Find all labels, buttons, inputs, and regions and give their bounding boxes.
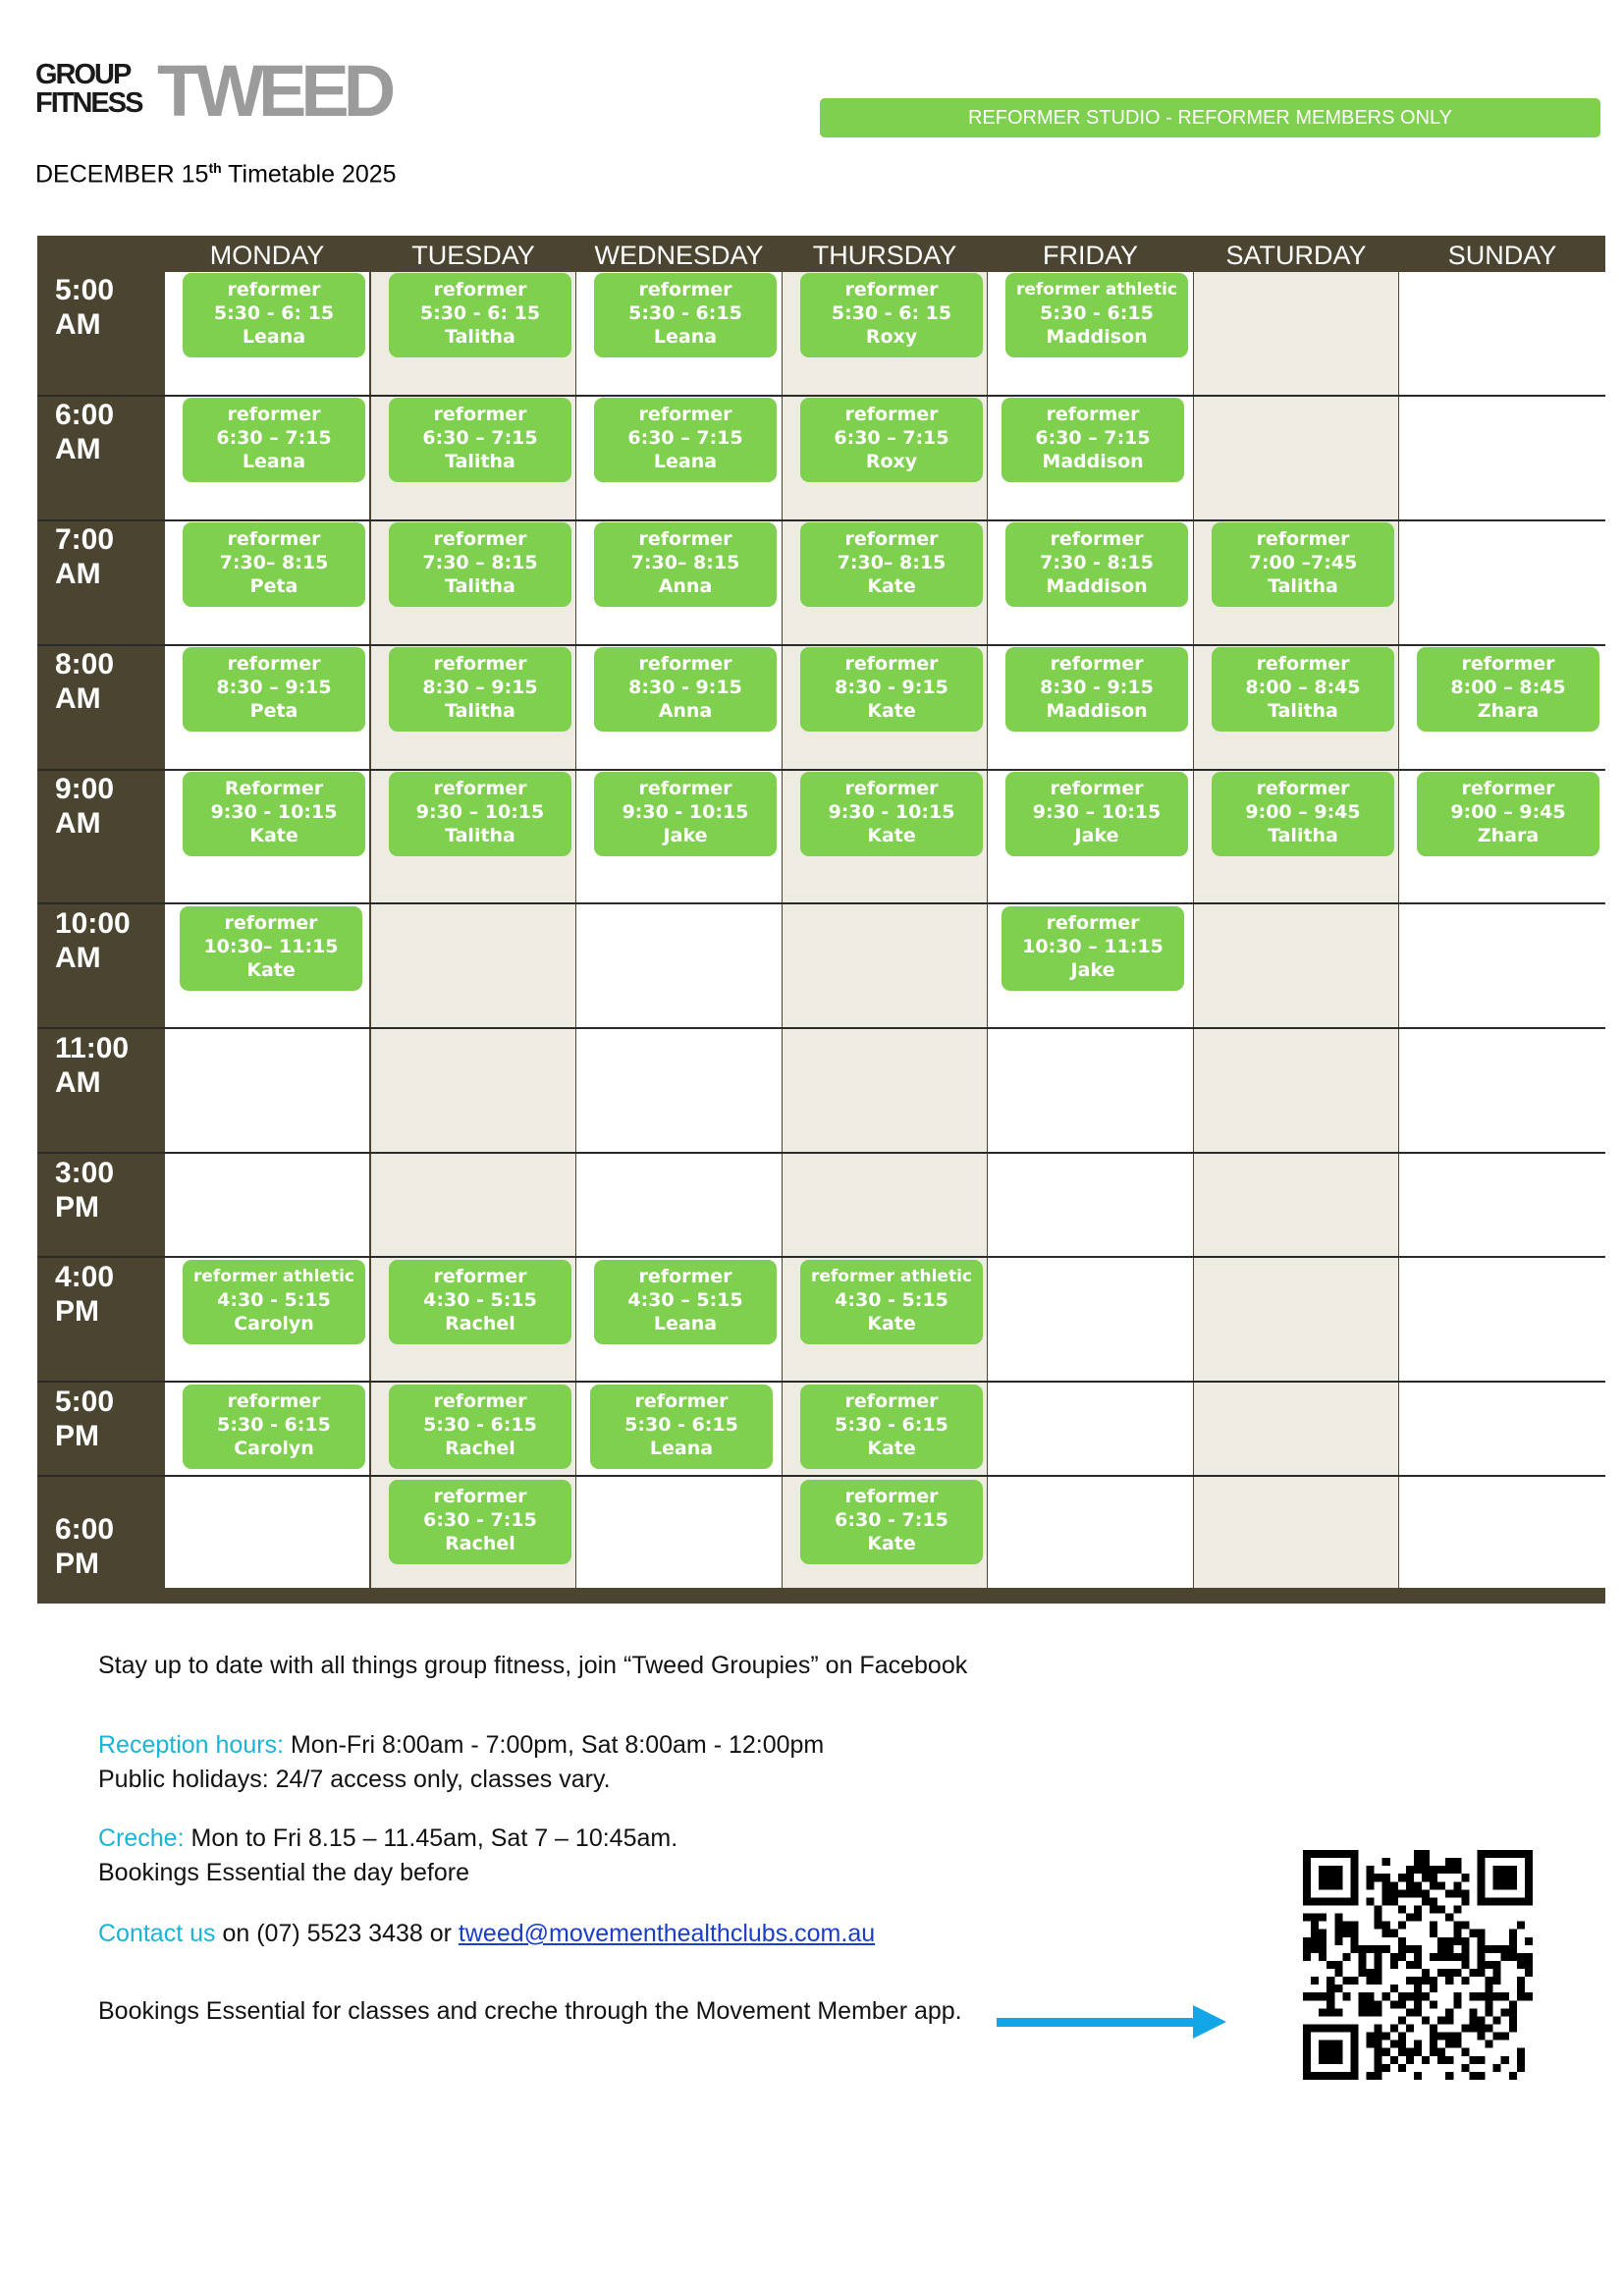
row-divider: [37, 1256, 1605, 1258]
row-divider: [37, 1027, 1605, 1029]
class-name: reformer: [1461, 653, 1555, 675]
class-time: 9:30 - 10:15: [622, 801, 749, 823]
time-hour: 8:00: [55, 648, 115, 680]
class-name: reformer: [844, 1486, 939, 1507]
class-name: reformer: [638, 653, 732, 675]
class-time: 9:30 - 10:15: [828, 801, 955, 823]
class-time: 7:00 –7:45: [1248, 552, 1358, 573]
creche-note: Bookings Essential the day before: [98, 1859, 470, 1886]
class-time: 7:30 - 8:15: [1040, 552, 1154, 573]
class-instructor: Peta: [249, 700, 298, 722]
class-name: reformer: [227, 279, 321, 300]
class-instructor: Jake: [1074, 825, 1119, 846]
class-card[interactable]: [389, 1385, 571, 1469]
day-header-saturday: SATURDAY: [1225, 241, 1367, 270]
time-period: AM: [55, 682, 101, 715]
class-name: reformer: [433, 1266, 527, 1287]
class-name: reformer athletic: [1015, 280, 1177, 299]
class-time: 8:00 – 8:45: [1245, 677, 1361, 698]
class-card[interactable]: [594, 647, 777, 732]
public-holidays: Public holidays: 24/7 access only, classes vary.: [98, 1766, 611, 1793]
class-instructor: Kate: [246, 959, 296, 981]
class-instructor: Zhara: [1477, 700, 1540, 722]
page-title: [35, 160, 397, 189]
reception-hours: [98, 1729, 824, 1761]
row-divider: [37, 1381, 1605, 1383]
class-instructor: Carolyn: [234, 1438, 314, 1459]
time-period: AM: [55, 308, 101, 341]
class-instructor: Leana: [653, 1313, 718, 1334]
time-period: AM: [55, 807, 101, 840]
time-period: AM: [55, 1066, 101, 1099]
time-label: [55, 1512, 114, 1581]
time-label: [55, 398, 114, 466]
class-name: reformer: [1050, 778, 1144, 799]
class-card[interactable]: [1001, 398, 1184, 482]
class-time: 10:30– 11:15: [203, 936, 339, 957]
class-instructor: Talitha: [445, 451, 515, 472]
class-name: reformer: [1256, 653, 1350, 675]
class-instructor: Maddison: [1046, 326, 1148, 348]
class-time: 5:30 - 6:15: [628, 302, 742, 324]
day-header-tuesday: TUESDAY: [411, 241, 535, 270]
time-label: [55, 1156, 114, 1224]
class-name: reformer: [227, 404, 321, 425]
class-time: 6:30 – 7:15: [422, 427, 538, 449]
class-time: 6:30 - 7:15: [423, 1509, 537, 1531]
class-time: 6:30 – 7:15: [834, 427, 949, 449]
class-card[interactable]: [594, 398, 777, 482]
time-hour: 3:00: [55, 1157, 115, 1189]
class-time: 5:30 - 6:15: [835, 1414, 948, 1436]
class-instructor: Kate: [867, 1533, 916, 1554]
class-card[interactable]: [800, 273, 983, 357]
class-card[interactable]: [1417, 772, 1599, 856]
class-card[interactable]: [1212, 647, 1394, 732]
class-card[interactable]: [800, 1480, 983, 1564]
time-period: PM: [55, 1420, 99, 1452]
logo-group-fitness: [35, 61, 145, 118]
class-time: 5:30 - 6: 15: [213, 302, 335, 324]
class-card[interactable]: [183, 1385, 365, 1469]
time-hour: 11:00: [55, 1032, 130, 1064]
class-instructor: Talitha: [1268, 825, 1338, 846]
class-instructor: Talitha: [445, 326, 515, 348]
class-name: reformer: [844, 528, 939, 550]
class-time: 5:30 - 6:15: [624, 1414, 738, 1436]
time-period: AM: [55, 433, 101, 465]
reception-text: Mon-Fri 8:00am - 7:00pm, Sat 8:00am - 12:00pm: [284, 1731, 825, 1759]
class-time: 8:30 - 9:15: [835, 677, 948, 698]
day-header-wednesday: WEDNESDAY: [594, 241, 764, 270]
class-name: reformer: [433, 778, 527, 799]
row-divider: [37, 769, 1605, 771]
time-label: [55, 647, 114, 716]
time-label: [55, 906, 131, 975]
time-period: PM: [55, 1191, 99, 1224]
class-instructor: Jake: [663, 825, 708, 846]
class-card[interactable]: [1001, 906, 1184, 991]
studio-banner: REFORMER STUDIO - REFORMER MEMBERS ONLY: [820, 98, 1600, 137]
class-instructor: Maddison: [1046, 700, 1148, 722]
class-name: Reformer: [224, 778, 324, 799]
class-name: reformer: [1256, 528, 1350, 550]
title-suffix: th: [208, 160, 222, 176]
time-label: [55, 772, 114, 841]
class-name: reformer: [433, 653, 527, 675]
class-time: 5:30 - 6:15: [1040, 302, 1154, 324]
class-name: reformer: [844, 1390, 939, 1412]
row-divider: [37, 519, 1605, 521]
class-time: 6:30 - 7:15: [835, 1509, 948, 1531]
class-card[interactable]: [1005, 522, 1188, 607]
class-instructor: Rachel: [445, 1533, 515, 1554]
row-divider: [37, 395, 1605, 397]
class-name: reformer: [433, 1486, 527, 1507]
time-label: [55, 1385, 114, 1453]
class-name: reformer: [227, 653, 321, 675]
class-instructor: Kate: [867, 1438, 916, 1459]
class-time: 7:30– 8:15: [219, 552, 329, 573]
class-instructor: Roxy: [865, 326, 918, 348]
class-card[interactable]: [389, 1480, 571, 1564]
class-time: 6:30 – 7:15: [627, 427, 743, 449]
class-instructor: Kate: [867, 825, 916, 846]
day-header-monday: MONDAY: [209, 241, 325, 270]
class-name: reformer: [433, 404, 527, 425]
arrow-right-icon: [997, 2003, 1226, 2040]
class-time: 5:30 - 6: 15: [419, 302, 541, 324]
class-card[interactable]: [800, 398, 983, 482]
class-time: 9:00 – 9:45: [1245, 801, 1361, 823]
class-time: 4:30 – 5:15: [627, 1289, 743, 1311]
logo-line2: FITNESS: [35, 87, 142, 119]
time-hour: 5:00: [55, 274, 115, 306]
class-time: 6:30 – 7:15: [1035, 427, 1151, 449]
class-name: reformer: [638, 1266, 732, 1287]
day-column-saturday: [1194, 272, 1398, 1588]
class-instructor: Talitha: [445, 825, 515, 846]
class-instructor: Carolyn: [234, 1313, 314, 1334]
class-name: reformer: [844, 404, 939, 425]
class-card[interactable]: [389, 772, 571, 856]
class-instructor: Zhara: [1477, 825, 1540, 846]
class-time: 7:30 – 8:15: [422, 552, 538, 573]
class-card[interactable]: [800, 647, 983, 732]
timetable-grid: [37, 236, 1605, 1604]
class-time: 4:30 - 5:15: [835, 1289, 948, 1311]
class-card[interactable]: [389, 647, 571, 732]
class-card[interactable]: [594, 273, 777, 357]
class-instructor: Kate: [867, 1313, 916, 1334]
class-instructor: Leana: [649, 1438, 714, 1459]
class-time: 8:00 – 8:45: [1450, 677, 1566, 698]
class-time: 8:30 – 9:15: [216, 677, 332, 698]
class-name: reformer: [638, 778, 732, 799]
class-instructor: Kate: [249, 825, 298, 846]
facebook-note: Stay up to date with all things group fitness, join “Tweed Groupies” on Facebook: [98, 1652, 968, 1679]
class-instructor: Maddison: [1042, 451, 1144, 472]
class-time: 5:30 - 6:15: [217, 1414, 331, 1436]
class-name: reformer: [634, 1390, 729, 1412]
class-card[interactable]: [389, 398, 571, 482]
class-name: reformer: [844, 778, 939, 799]
time-label: [55, 522, 114, 591]
class-time: 8:30 - 9:15: [628, 677, 742, 698]
time-period: PM: [55, 1295, 99, 1328]
class-instructor: Talitha: [1268, 700, 1338, 722]
time-period: AM: [55, 942, 101, 974]
title-rest: Timetable 2025: [221, 160, 397, 189]
time-hour: 7:00: [55, 523, 115, 556]
class-name: reformer: [433, 1390, 527, 1412]
class-time: 10:30 – 11:15: [1022, 936, 1164, 957]
class-name: reformer: [227, 1390, 321, 1412]
class-card[interactable]: [1212, 522, 1394, 607]
class-instructor: Leana: [653, 451, 718, 472]
class-card[interactable]: [1005, 273, 1188, 357]
contact-email-link[interactable]: tweed@movementhealthclubs.com.au: [458, 1920, 876, 1947]
class-instructor: Roxy: [865, 451, 918, 472]
class-card[interactable]: [800, 772, 983, 856]
class-name: reformer: [227, 528, 321, 550]
class-card[interactable]: [183, 398, 365, 482]
class-name: reformer: [1461, 778, 1555, 799]
class-name: reformer: [844, 653, 939, 675]
time-hour: 5:00: [55, 1386, 115, 1418]
class-card[interactable]: [800, 1385, 983, 1469]
class-instructor: Kate: [867, 575, 916, 597]
class-card[interactable]: [389, 273, 571, 357]
class-card[interactable]: [183, 273, 365, 357]
class-time: 4:30 - 5:15: [217, 1289, 331, 1311]
class-name: reformer athletic: [810, 1267, 972, 1286]
class-card[interactable]: [800, 1260, 983, 1344]
class-instructor: Leana: [653, 326, 718, 348]
class-name: reformer: [1046, 912, 1140, 934]
contact-text: on (07) 5523 3438 or: [215, 1920, 459, 1947]
class-card[interactable]: [594, 772, 777, 856]
class-time: 9:30 - 10:15: [210, 801, 338, 823]
reception-label: Reception hours:: [98, 1731, 285, 1759]
class-card[interactable]: [800, 522, 983, 607]
day-header-thursday: THURSDAY: [812, 241, 957, 270]
class-card[interactable]: [594, 522, 777, 607]
class-instructor: Kate: [867, 700, 916, 722]
qr-code-icon[interactable]: [1303, 1850, 1533, 2080]
time-label: [55, 1260, 114, 1329]
time-hour: 10:00: [55, 907, 131, 940]
time-hour: 9:00: [55, 773, 115, 805]
row-divider: [37, 644, 1605, 646]
creche-label: Creche:: [98, 1824, 185, 1852]
class-card[interactable]: [389, 1260, 571, 1344]
class-instructor: Talitha: [445, 575, 515, 597]
class-time: 6:30 – 7:15: [216, 427, 332, 449]
class-instructor: Talitha: [1268, 575, 1338, 597]
contact-label: Contact us: [98, 1920, 216, 1947]
class-card[interactable]: [183, 772, 365, 856]
class-card[interactable]: [1212, 772, 1394, 856]
class-name: reformer: [224, 912, 318, 934]
class-card[interactable]: [389, 522, 571, 607]
class-name: reformer: [1050, 653, 1144, 675]
title-date: DECEMBER 15: [35, 160, 209, 189]
class-name: reformer: [844, 279, 939, 300]
class-time: 9:30 – 10:15: [1032, 801, 1162, 823]
class-card[interactable]: [1417, 647, 1599, 732]
time-hour: 6:00: [55, 1513, 115, 1546]
class-time: 9:30 – 10:15: [415, 801, 545, 823]
bookings-note: Bookings Essential for classes and creche through the Movement Member app.: [98, 1997, 962, 2025]
creche-text: Mon to Fri 8.15 – 11.45am, Sat 7 – 10:45am.: [184, 1824, 678, 1852]
class-card[interactable]: [180, 906, 362, 991]
class-name: reformer: [433, 279, 527, 300]
class-instructor: Maddison: [1046, 575, 1148, 597]
time-period: AM: [55, 558, 101, 590]
class-time: 7:30– 8:15: [837, 552, 947, 573]
class-instructor: Leana: [242, 326, 306, 348]
class-card[interactable]: [1005, 772, 1188, 856]
class-instructor: Leana: [242, 451, 306, 472]
class-name: reformer: [1256, 778, 1350, 799]
day-header-sunday: SUNDAY: [1447, 241, 1557, 270]
class-card[interactable]: [590, 1385, 773, 1469]
logo-tweed: TWEED: [157, 50, 391, 132]
class-time: 5:30 - 6: 15: [831, 302, 952, 324]
class-name: reformer: [638, 528, 732, 550]
row-divider: [37, 1152, 1605, 1154]
class-time: 9:00 – 9:45: [1450, 801, 1566, 823]
class-name: reformer: [433, 528, 527, 550]
class-card[interactable]: [183, 1260, 365, 1344]
class-name: reformer: [638, 404, 732, 425]
logo-line1: GROUP: [35, 59, 131, 90]
class-card[interactable]: [594, 1260, 777, 1344]
contact-us: [98, 1918, 875, 1949]
creche-hours: [98, 1823, 677, 1854]
time-hour: 4:00: [55, 1261, 115, 1293]
class-time: 7:30– 8:15: [630, 552, 740, 573]
day-column-sunday: [1399, 272, 1605, 1588]
row-divider: [37, 902, 1605, 904]
class-card[interactable]: [1005, 647, 1188, 732]
class-instructor: Anna: [658, 575, 713, 597]
class-name: reformer: [638, 279, 732, 300]
class-instructor: Rachel: [445, 1438, 515, 1459]
class-instructor: Jake: [1070, 959, 1115, 981]
class-name: reformer: [1046, 404, 1140, 425]
class-instructor: Talitha: [445, 700, 515, 722]
class-instructor: Peta: [249, 575, 298, 597]
class-time: 8:30 - 9:15: [1040, 677, 1154, 698]
time-label: [55, 1031, 129, 1100]
class-instructor: Rachel: [445, 1313, 515, 1334]
time-period: PM: [55, 1548, 99, 1580]
class-name: reformer athletic: [192, 1267, 354, 1286]
time-label: [55, 273, 114, 342]
day-header-friday: FRIDAY: [1042, 241, 1138, 270]
class-time: 8:30 – 9:15: [422, 677, 538, 698]
class-time: 4:30 - 5:15: [423, 1289, 537, 1311]
row-divider: [37, 1475, 1605, 1477]
time-hour: 6:00: [55, 399, 115, 431]
class-instructor: Anna: [658, 700, 713, 722]
class-card[interactable]: [183, 522, 365, 607]
class-card[interactable]: [183, 647, 365, 732]
class-name: reformer: [1050, 528, 1144, 550]
class-time: 5:30 - 6:15: [423, 1414, 537, 1436]
